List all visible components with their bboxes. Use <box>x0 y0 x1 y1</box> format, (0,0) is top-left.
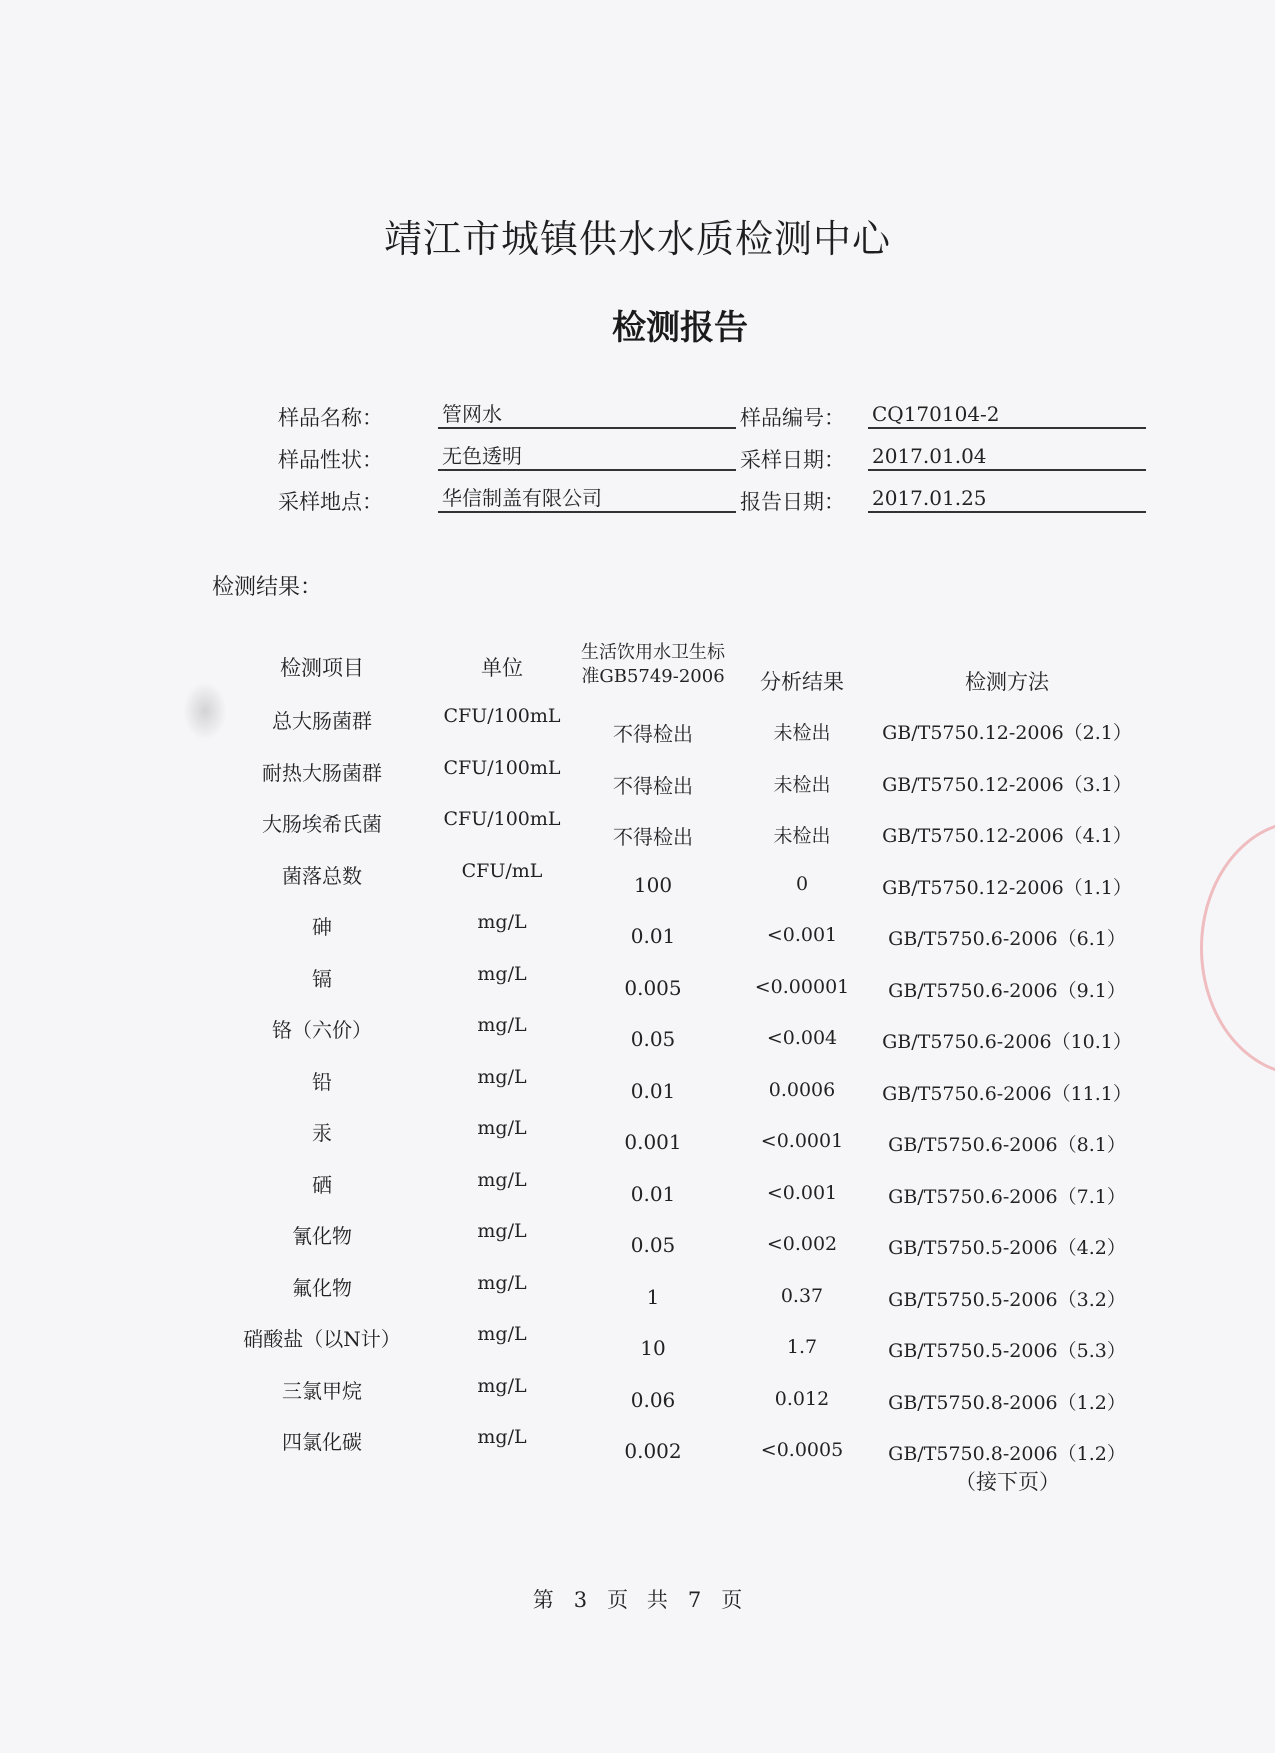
cell-item: 砷 <box>312 915 332 939</box>
sampling-location-value: 华信制盖有限公司 <box>438 483 736 513</box>
cell-method: GB/T5750.12-2006（1.1） <box>882 876 1132 899</box>
cell-unit: CFU/100mL <box>443 705 561 727</box>
cell-unit: CFU/100mL <box>443 808 561 830</box>
sample-name-value: 管网水 <box>438 399 736 429</box>
cell-item: 菌落总数 <box>282 863 362 888</box>
cell-standard: 0.005 <box>624 975 682 1000</box>
cell-standard: 0.001 <box>624 1130 682 1154</box>
cell-method: GB/T5750.6-2006（11.1） <box>882 1082 1132 1105</box>
cell-method: GB/T5750.12-2006（2.1） <box>882 722 1132 744</box>
cell-standard: 0.01 <box>630 1078 676 1103</box>
cell-method: GB/T5750.5-2006（4.2） <box>888 1237 1126 1259</box>
cell-result: <0.0005 <box>760 1439 844 1461</box>
cell-result: 未检出 <box>773 825 831 847</box>
cell-result: 1.7 <box>786 1336 818 1358</box>
cell-standard: 0.002 <box>624 1439 682 1463</box>
cell-result: <0.001 <box>766 1181 838 1204</box>
results-section-label: 检测结果： <box>212 575 323 600</box>
cell-standard: 10 <box>640 1336 666 1360</box>
cell-standard: 不得检出 <box>613 722 693 746</box>
sampling-location-label: 采样地点： <box>278 490 383 514</box>
cell-method: GB/T5750.12-2006（4.1） <box>882 825 1132 847</box>
cell-standard: 0.05 <box>630 1233 676 1257</box>
cell-item: 铬（六价） <box>272 1018 372 1042</box>
cell-unit: mg/L <box>477 1065 527 1088</box>
header-method: 检测方法 <box>965 670 1049 694</box>
cell-method: GB/T5750.6-2006（7.1） <box>888 1185 1126 1208</box>
cell-unit: CFU/mL <box>461 859 543 882</box>
report-title: 检测报告 <box>612 308 748 348</box>
cell-method: GB/T5750.6-2006（9.1） <box>888 979 1126 1002</box>
page-suffix: 页 <box>721 1588 743 1612</box>
sample-number-label: 样品编号： <box>740 406 845 430</box>
cell-item: 总大肠菌群 <box>272 709 372 733</box>
cell-result: <0.002 <box>766 1233 838 1255</box>
page-current: 3 <box>573 1588 588 1612</box>
cell-method: GB/T5750.8-2006（1.2） <box>888 1391 1126 1414</box>
cell-method: GB/T5750.12-2006（3.1） <box>882 773 1132 796</box>
cell-result: <0.004 <box>766 1027 838 1049</box>
cell-result: 未检出 <box>773 722 831 744</box>
sampling-date-value: 2017.01.04 <box>868 441 1146 471</box>
page-middle: 页 共 <box>607 1588 668 1612</box>
sample-number-value: CQ170104-2 <box>868 399 1146 429</box>
cell-result: 0.0006 <box>768 1078 836 1101</box>
cell-standard: 1 <box>646 1284 660 1309</box>
cell-method: GB/T5750.6-2006（6.1） <box>888 928 1126 950</box>
cell-item: 硝酸盐（以N计） <box>243 1327 401 1351</box>
cell-item: 三氯甲烷 <box>282 1378 362 1403</box>
cell-item: 汞 <box>312 1121 332 1145</box>
sample-name-label: 样品名称： <box>278 406 383 430</box>
cell-result: 0.37 <box>780 1284 824 1307</box>
cell-item: 氟化物 <box>292 1275 352 1300</box>
cell-standard: 不得检出 <box>613 773 693 798</box>
sample-state-label: 样品性状： <box>278 448 383 472</box>
sampling-date-label: 采样日期： <box>740 448 845 472</box>
cell-method: GB/T5750.5-2006（5.3） <box>888 1340 1126 1362</box>
cell-item: 大肠埃希氏菌 <box>262 812 382 836</box>
red-seal-stamp <box>1200 820 1275 1076</box>
cell-method: GB/T5750.5-2006（3.2） <box>888 1288 1126 1311</box>
scan-smudge <box>183 682 227 740</box>
cell-unit: mg/L <box>477 911 527 933</box>
cell-standard: 0.05 <box>630 1027 676 1051</box>
header-item: 检测项目 <box>280 656 364 680</box>
cell-unit: mg/L <box>477 1426 527 1448</box>
cell-unit: mg/L <box>477 1117 527 1139</box>
report-date-label: 报告日期： <box>740 490 845 514</box>
cell-item: 镉 <box>312 966 332 991</box>
cell-method: GB/T5750.8-2006（1.2） <box>888 1443 1126 1465</box>
cell-unit: CFU/100mL <box>443 756 561 779</box>
cell-standard: 100 <box>633 872 673 897</box>
cell-method: GB/T5750.6-2006（8.1） <box>888 1134 1126 1156</box>
cell-item: 铅 <box>312 1069 332 1094</box>
header-standard-line1: 生活饮用水卫生标 <box>581 642 725 663</box>
cell-result: <0.0001 <box>760 1130 844 1152</box>
cell-unit: mg/L <box>477 962 527 985</box>
cell-standard: 0.06 <box>630 1387 676 1412</box>
cell-item: 四氯化碳 <box>282 1430 362 1454</box>
cell-unit: mg/L <box>477 1168 527 1191</box>
header-standard-line2: 准GB5749-2006 <box>581 666 725 687</box>
organization-title: 靖江市城镇供水水质检测中心 <box>383 217 891 261</box>
cell-method: GB/T5750.6-2006（10.1） <box>882 1031 1132 1053</box>
header-unit: 单位 <box>481 656 523 680</box>
page-footer <box>0 1584 1275 1614</box>
cell-unit: mg/L <box>477 1271 527 1294</box>
cell-standard: 0.01 <box>630 924 676 948</box>
cell-unit: mg/L <box>477 1220 527 1242</box>
cell-standard: 不得检出 <box>613 825 693 849</box>
cell-result: <0.001 <box>766 924 838 946</box>
cell-result: <0.00001 <box>754 975 850 998</box>
sample-state-value: 无色透明 <box>438 441 736 471</box>
cell-result: 0.012 <box>774 1387 830 1410</box>
header-result: 分析结果 <box>760 670 844 694</box>
cell-unit: mg/L <box>477 1014 527 1036</box>
cell-unit: mg/L <box>477 1323 527 1345</box>
cell-result: 未检出 <box>773 773 831 796</box>
continue-note: （接下页） <box>955 1470 1060 1494</box>
cell-unit: mg/L <box>477 1374 527 1397</box>
cell-item: 耐热大肠菌群 <box>262 760 382 785</box>
page-total: 7 <box>687 1588 702 1612</box>
cell-standard: 0.01 <box>630 1181 676 1206</box>
page-prefix: 第 <box>532 1588 554 1612</box>
cell-item: 氰化物 <box>292 1224 352 1248</box>
cell-item: 硒 <box>312 1172 332 1197</box>
cell-result: 0 <box>795 872 809 895</box>
report-date-value: 2017.01.25 <box>868 483 1146 513</box>
header-standard <box>558 641 748 689</box>
